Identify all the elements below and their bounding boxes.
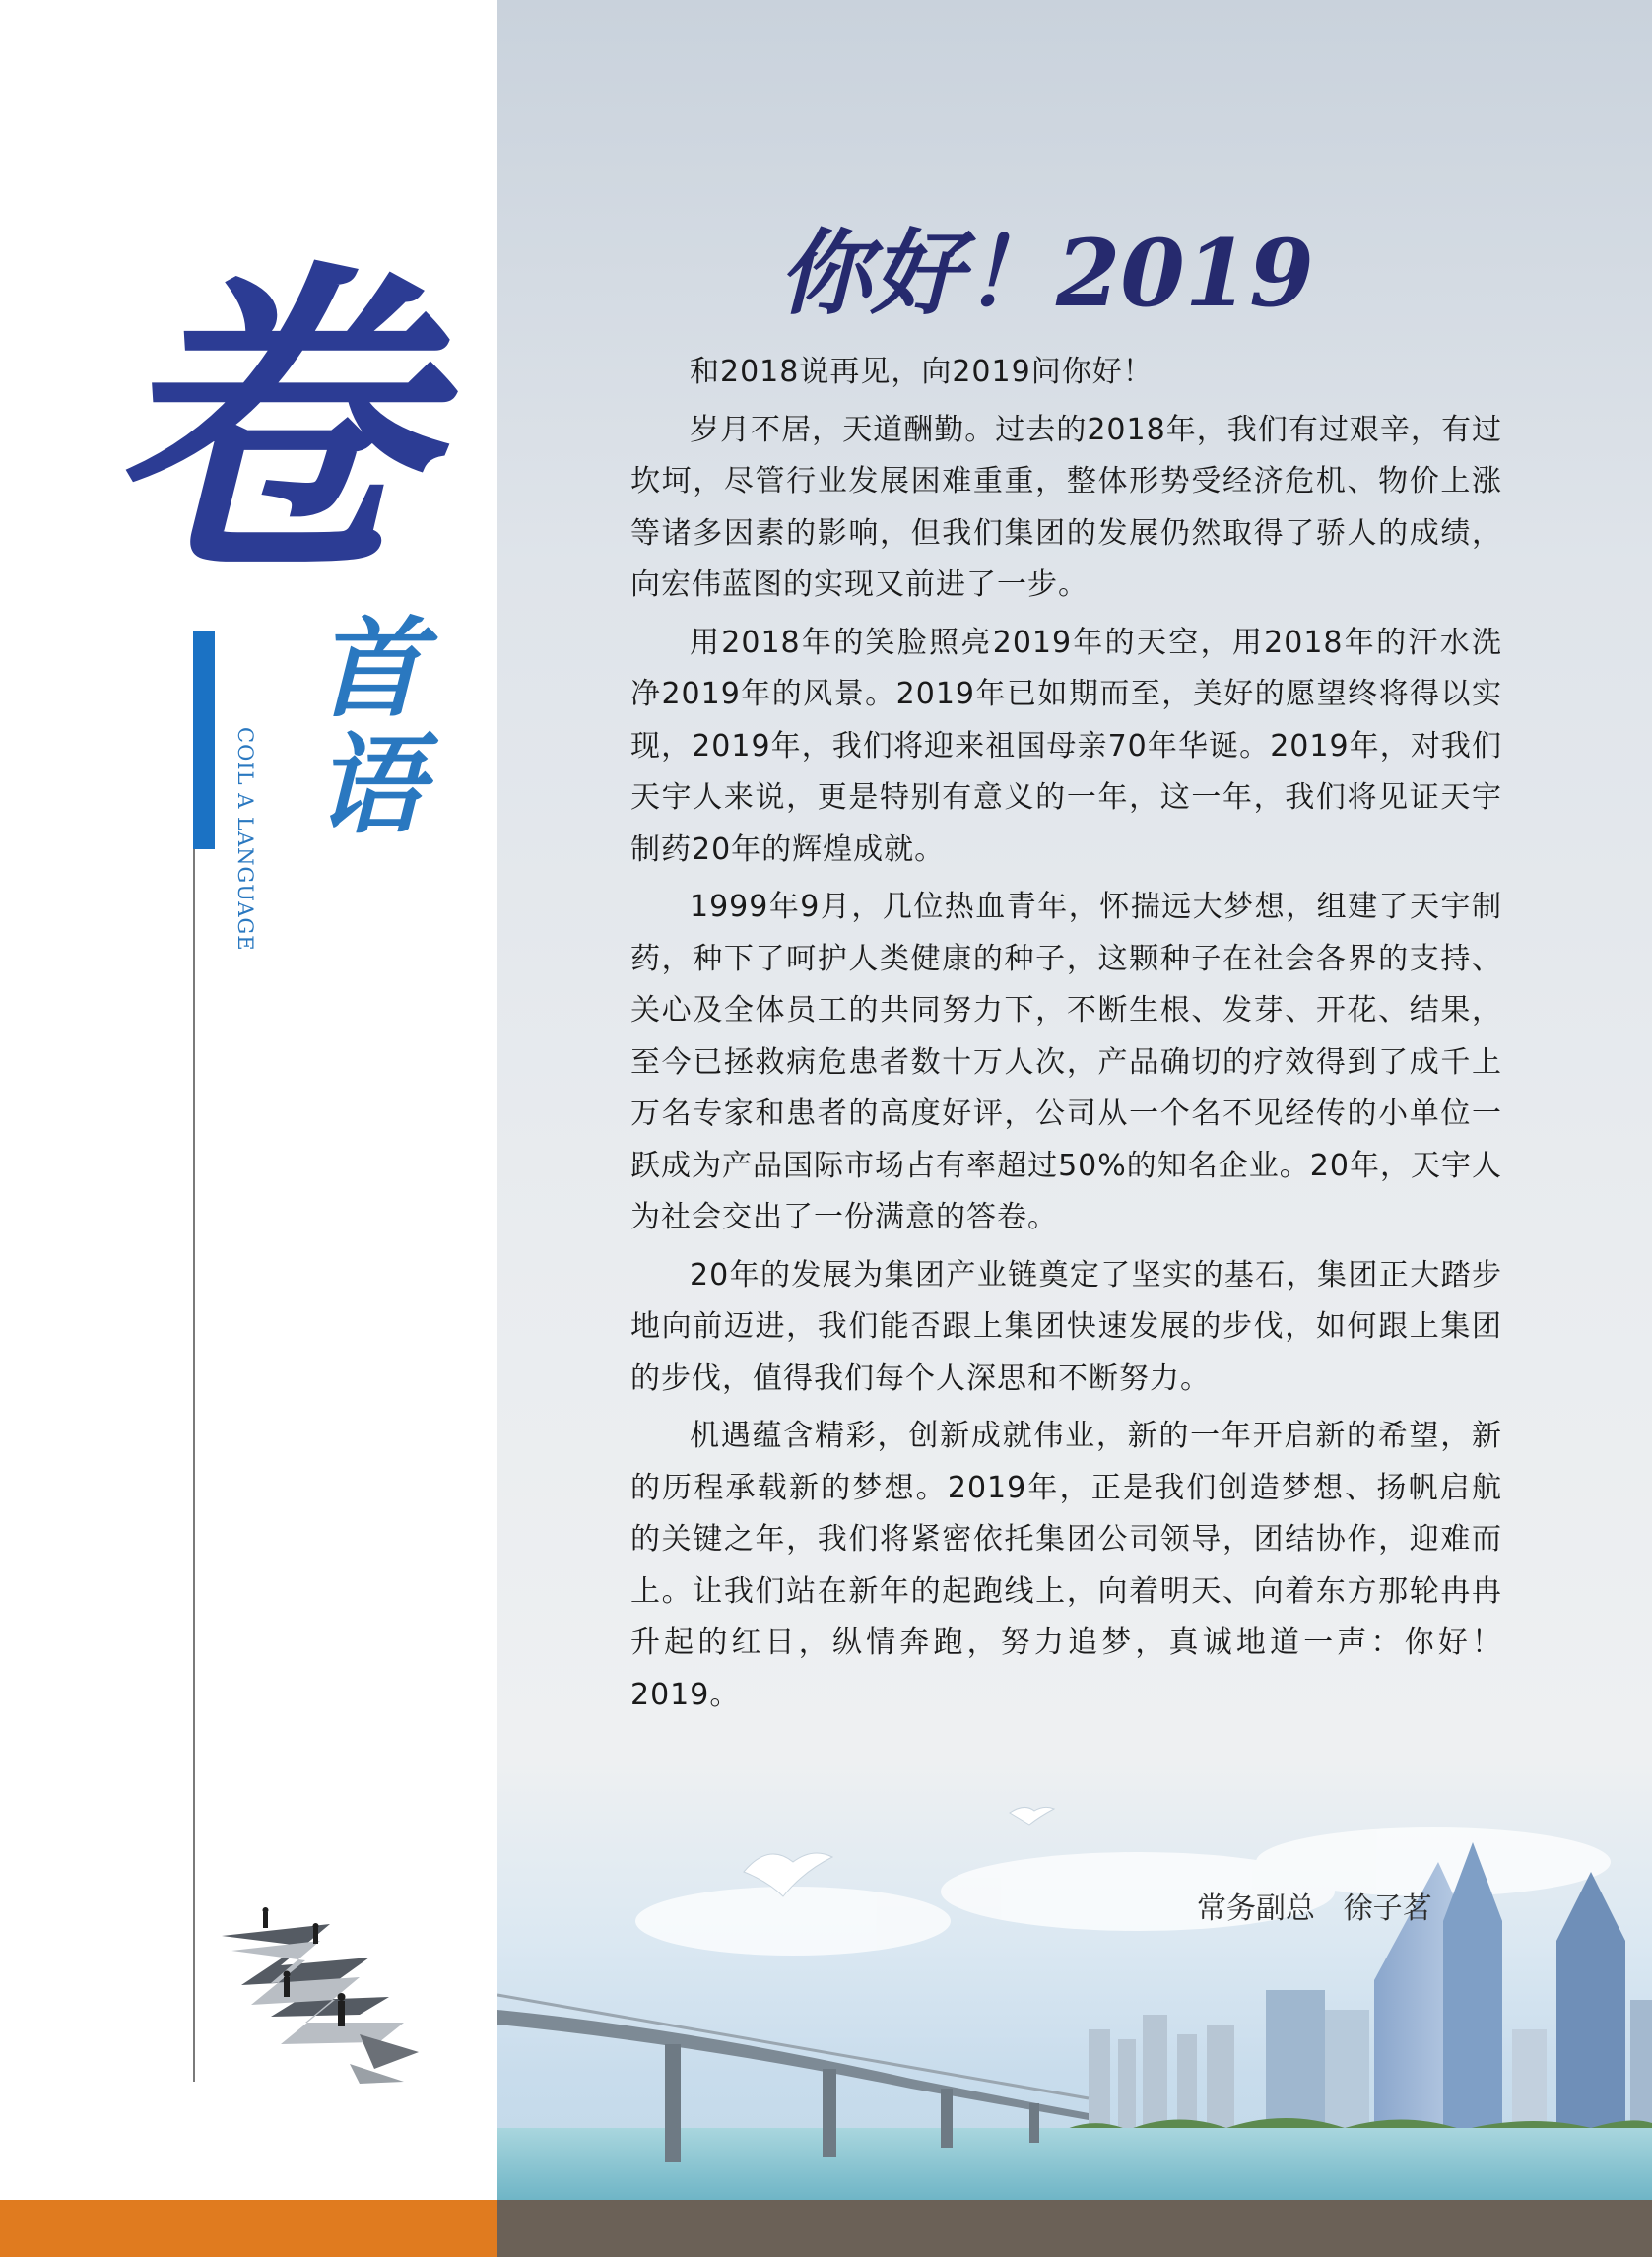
- article-title: 你好！2019: [778, 220, 1314, 328]
- brown-bottom-strip: [497, 2200, 1652, 2257]
- paragraph: 用2018年的笑脸照亮2019年的天空，用2018年的汗水洗净2019年的风景。2019年已如期而至，美好的愿望终将得以实现，2019年，我们将迎来祖国母亲70年华诞。2019年，对我们天宇人来说，更是特别有意义的一年，这一年，我们将见证天宇制药20年的辉煌成就。: [630, 625, 1502, 867]
- arrow-head-icon: [360, 2034, 419, 2069]
- headline-calligraphy: 卷: [103, 232, 429, 615]
- paragraph: 和2018说再见，向2019问你好！: [690, 355, 1154, 389]
- paragraph: 岁月不居，天道酬勤。过去的2018年，我们有过艰辛，有过坎坷，尽管行业发展困难重重，整体形势受经济危机、物价上涨等诸多因素的影响，但我们集团的发展仍然取得了骄人的成绩，向宏伟蓝图的实现又前进了一步。: [630, 412, 1502, 602]
- blue-accent-bar: [193, 631, 215, 849]
- paragraph: 20年的发展为集团产业链奠定了坚实的基石，集团正大踏步地向前迈进，我们能否跟上集团快速发展的步伐，如何跟上集团的步伐，值得我们每个人深思和不断努力。: [630, 1257, 1502, 1396]
- paragraph: 1999年9月，几位热血青年，怀揣远大梦想，组建了天宇制药，种下了呵护人类健康的种子，这颗种子在社会各界的支持、关心及全体员工的共同努力下，不断生根、发芽、开花、结果，至今已拯救病危患者数十万人次，产品确切的疗效得到了成千上万名专家和患者的高度好评，公司从一个名不见经传的小单位一跃成为产品国际市场占有率超过50%的知名企业。20年，天宇人为社会交出了一份满意的答卷。: [630, 890, 1502, 1234]
- distant-buildings: [1089, 2015, 1234, 2128]
- english-subtitle: COIL A LANGUAGE: [233, 727, 257, 952]
- city-skyline-illustration: [497, 1803, 1652, 2200]
- orange-bottom-strip: [0, 2200, 497, 2257]
- paragraph: 机遇蕴含精彩，创新成就伟业，新的一年开启新的希望，新的历程承载新的梦想。2019年，正是我们创造梦想、扬帆启航的关键之年，我们将紧密依托集团公司领导，团结协作，迎难而上。让我们站在新年的起跑线上，向着明天、向着东方那轮冉冉升起的红日，纵情奔跑，努力追梦，真诚地道一声：你好！2019。: [630, 1419, 1502, 1712]
- subtitle-calligraphy: 首语: [315, 605, 424, 848]
- signature: 常务副总 徐子茗: [1197, 1892, 1432, 1926]
- arrow-band-dark: [222, 1924, 389, 2017]
- arrow-band-light: [231, 1941, 404, 2044]
- business-arrows-illustration: [212, 1906, 419, 2084]
- article-body: [630, 347, 1502, 1727]
